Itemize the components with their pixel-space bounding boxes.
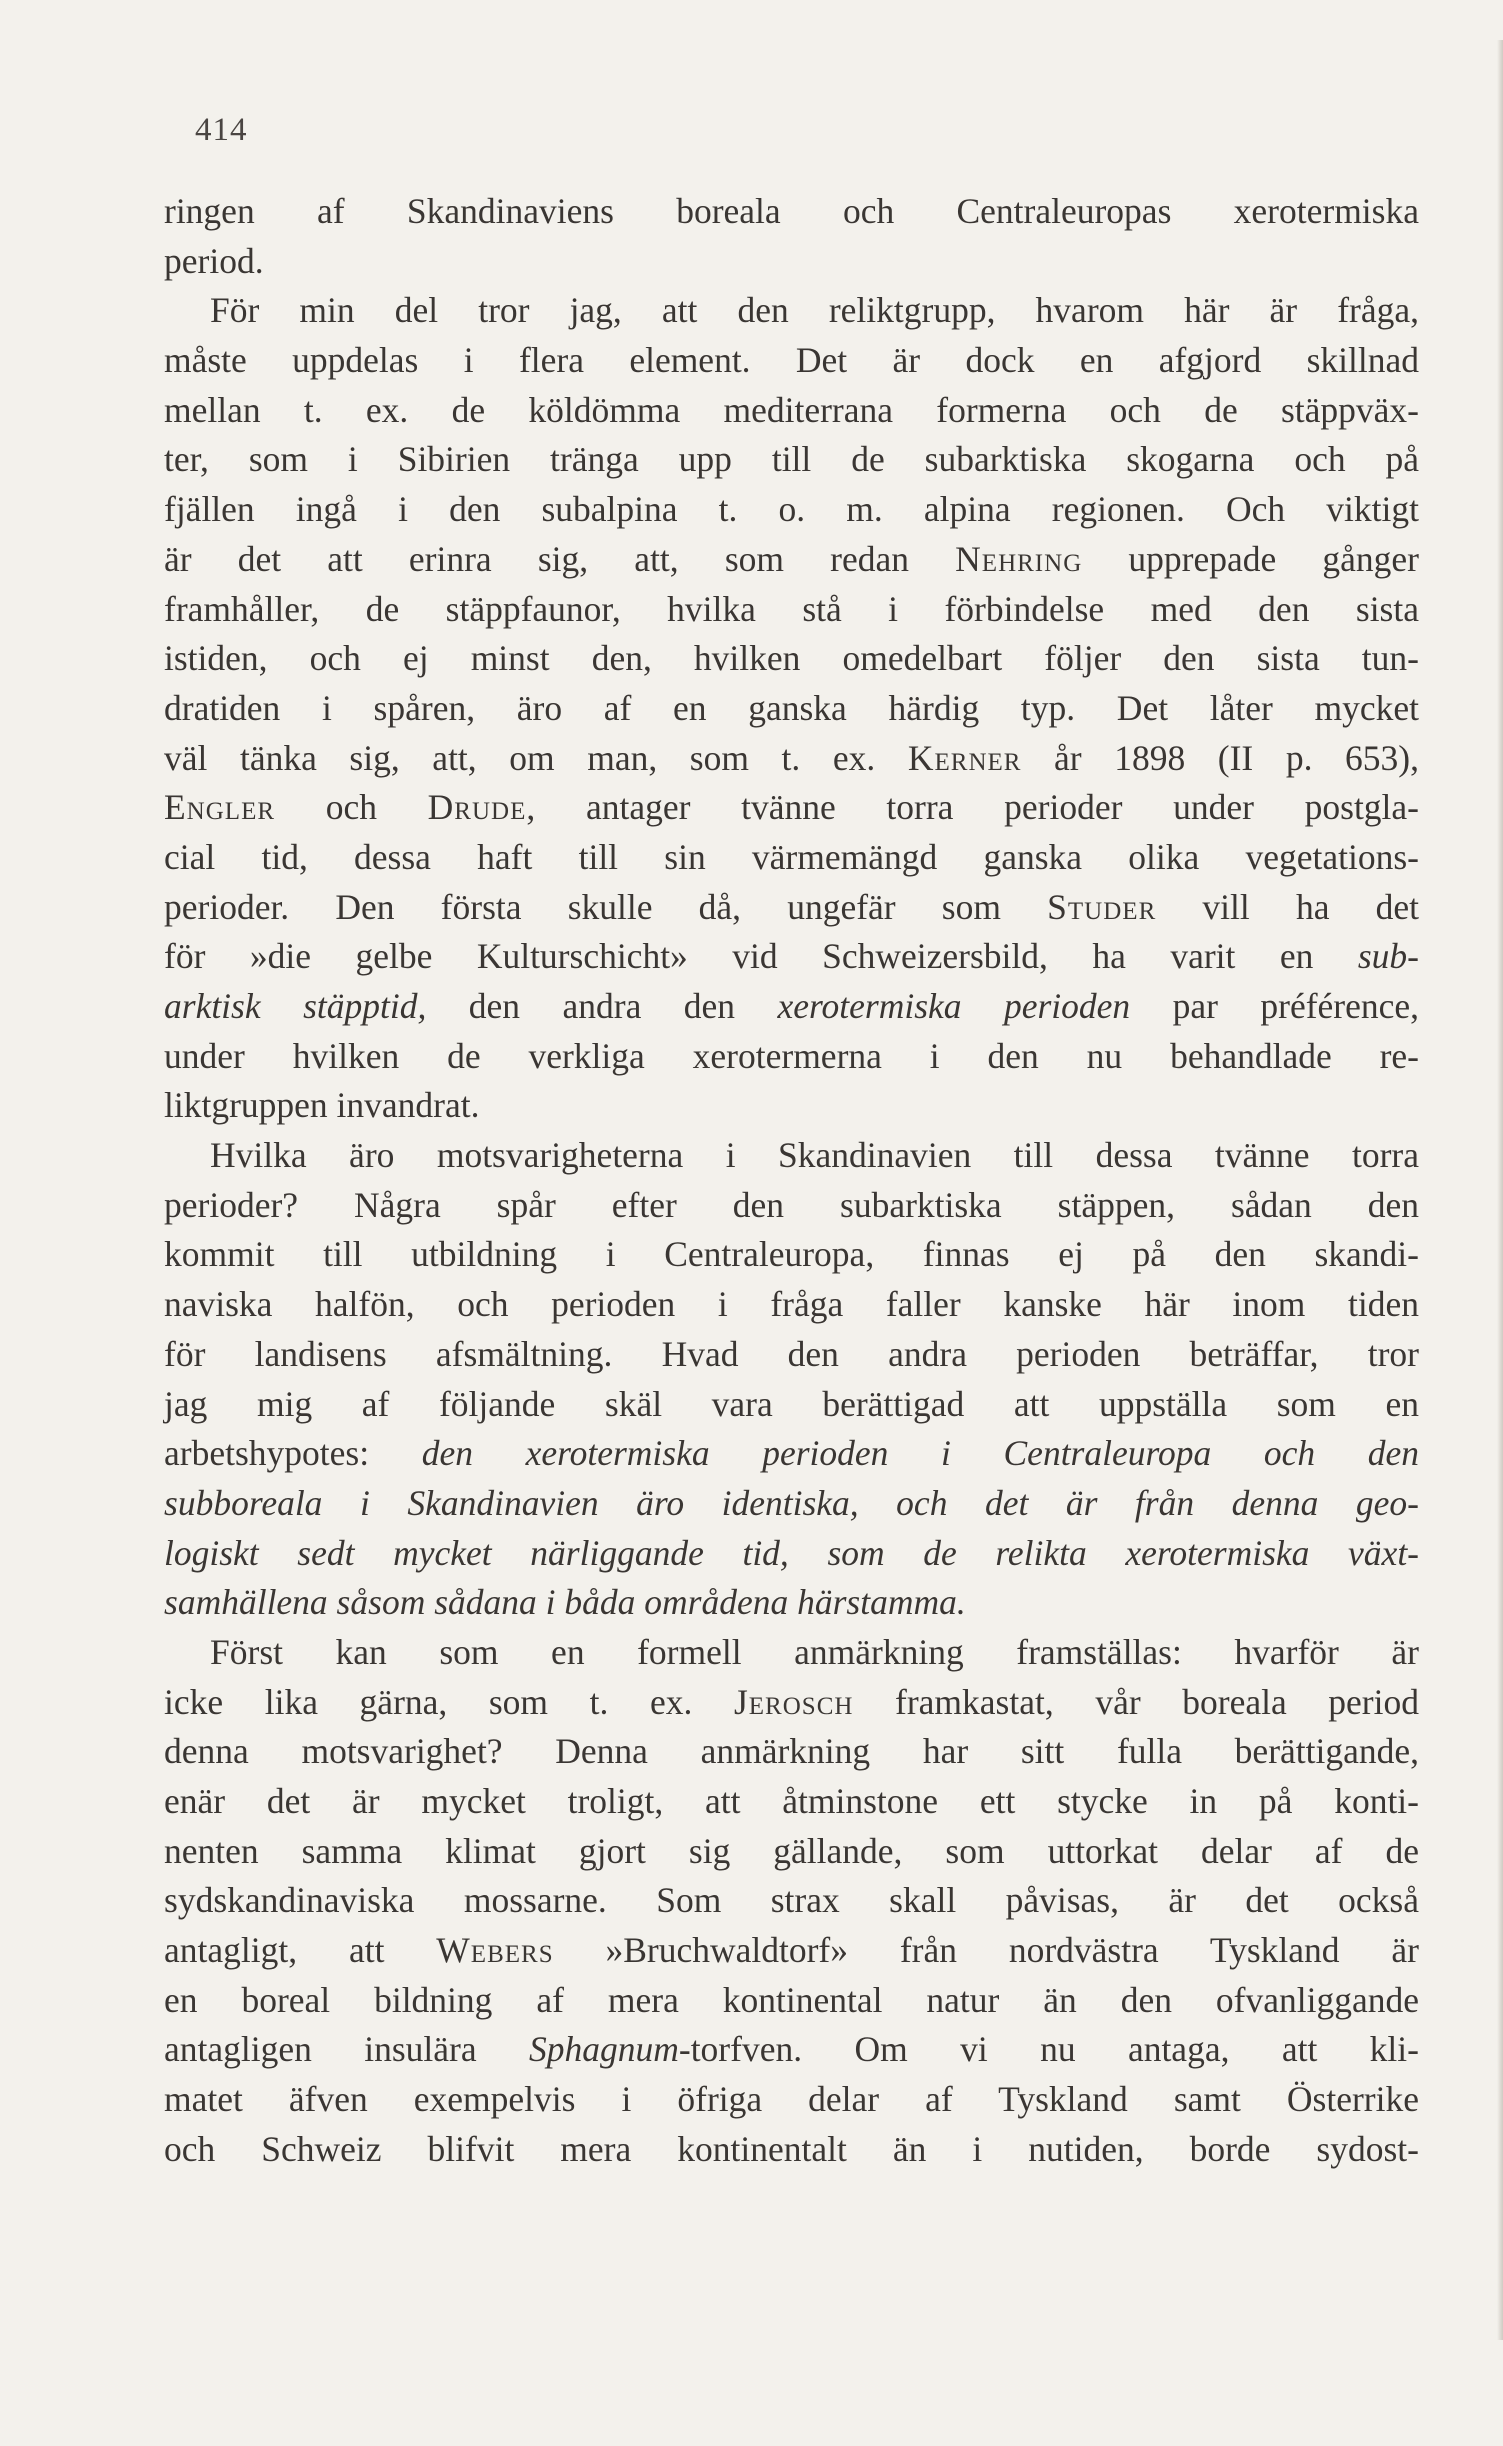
text-line xyxy=(164,187,1419,237)
text-run: en boreal bildning af mera kontinental natur än den ofvanliggande xyxy=(164,1979,1419,2020)
text-line xyxy=(164,932,1419,982)
text-run: ter, som i Sibirien tränga upp till de subarktiska skogarna och på xyxy=(164,439,1419,480)
text-line xyxy=(164,833,1419,883)
emphasis-text: sub- xyxy=(1357,936,1419,977)
text-line xyxy=(164,1181,1419,1231)
text-run: matet äfven exempelvis i öfriga delar af Tyskland samt Österrike xyxy=(164,2079,1419,2120)
text-line xyxy=(164,883,1419,933)
text-line xyxy=(164,1131,1419,1181)
text-line xyxy=(164,2125,1419,2175)
emphasis-text: Sphagnum xyxy=(528,2029,679,2070)
text-run: , antager tvänne torra perioder under postgla- xyxy=(526,787,1419,828)
text-line xyxy=(164,386,1419,436)
emphasis-text: arktisk stäpptid, xyxy=(164,986,427,1026)
text-line xyxy=(164,1976,1419,2026)
text-run: mellan t. ex. de köldömma mediterrana formerna och de stäppväx- xyxy=(164,389,1419,430)
text-run: nenten samma klimat gjort sig gällande, som uttorkat delar af de xyxy=(164,1830,1419,1871)
text-line xyxy=(164,734,1419,784)
text-line xyxy=(164,1578,1419,1628)
text-line xyxy=(164,1479,1419,1529)
text-run: den andra den xyxy=(426,986,778,1026)
author-name: Engler xyxy=(164,787,276,828)
text-run: vill ha det xyxy=(1156,886,1419,927)
text-run: för landisens afsmältning. Hvad den andra perioden beträffar, tror xyxy=(164,1333,1419,1374)
text-line xyxy=(164,783,1419,833)
text-run: icke lika gärna, som t. ex. xyxy=(164,1681,734,1722)
text-line xyxy=(164,1727,1419,1777)
text-line xyxy=(164,535,1419,585)
text-run: år 1898 (II p. 653), xyxy=(1021,737,1420,778)
text-line xyxy=(164,1380,1419,1430)
text-run: -torfven. Om vi nu antaga, att kli- xyxy=(678,2029,1419,2070)
text-line xyxy=(164,585,1419,635)
emphasis-text: den xerotermiska perioden i Centraleuropa och den xyxy=(421,1433,1419,1474)
emphasis-text: subboreala i Skandinavien äro identiska, och det är från denna geo- xyxy=(164,1482,1419,1523)
text-line xyxy=(164,2025,1419,2075)
text-run: perioder. Den första skulle då, ungefär som xyxy=(164,886,1048,927)
text-run: par préférence, xyxy=(1130,986,1419,1026)
text-run: istiden, och ej minst den, hvilken omedelbart följer den sista tun- xyxy=(164,638,1419,679)
text-line xyxy=(164,237,1419,287)
text-run: period. xyxy=(164,240,264,281)
text-line xyxy=(164,1230,1419,1280)
text-run: framhåller, de stäppfaunor, hvilka stå i förbindelse med den sista xyxy=(164,588,1419,629)
author-name: Studer xyxy=(1047,886,1157,927)
text-run: kommit till utbildning i Centraleuropa, finnas ej på den skandi- xyxy=(164,1234,1419,1275)
author-name: Webers xyxy=(436,1930,554,1971)
text-line xyxy=(164,1777,1419,1827)
text-run: Först kan som en formell anmärkning framställas: hvarför är xyxy=(210,1631,1419,1672)
text-line xyxy=(164,1330,1419,1380)
page-number: 414 xyxy=(195,112,248,148)
text-run: och xyxy=(275,787,428,828)
text-run: antagligt, att xyxy=(164,1930,437,1971)
emphasis-text: samhällena såsom sådana i båda områdena härstamma. xyxy=(164,1582,966,1623)
text-run: denna motsvarighet? Denna anmärkning har sitt fulla berättigande, xyxy=(164,1731,1419,1772)
text-run: framkastat, vår boreala period xyxy=(853,1681,1419,1722)
text-run: naviska halfön, och perioden i fråga faller kanske här inom tiden xyxy=(164,1284,1419,1325)
text-run: ringen af Skandinaviens boreala och Centraleuropas xerotermiska xyxy=(164,191,1419,231)
text-run: för »die gelbe Kulturschicht» vid Schweizersbild, ha varit en xyxy=(164,936,1358,977)
text-run: är det att erinra sig, att, som redan xyxy=(164,538,956,579)
text-line xyxy=(164,2075,1419,2125)
text-line xyxy=(164,1876,1419,1926)
text-run: dratiden i spåren, äro af en ganska härdig typ. Det låter mycket xyxy=(164,687,1419,728)
text-run: antagligen insulära xyxy=(164,2029,529,2070)
text-run: Hvilka äro motsvarigheterna i Skandinavien till dessa tvänne torra xyxy=(210,1135,1419,1176)
text-run: cial tid, dessa haft till sin värmemängd ganska olika vegetations- xyxy=(164,836,1419,877)
text-line xyxy=(164,982,1419,1032)
page-edge-shadow xyxy=(1497,40,1503,2340)
text-run: jag mig af följande skäl vara berättigad att uppställa som en xyxy=(164,1383,1419,1424)
author-name: Jerosch xyxy=(733,1681,854,1722)
text-run: »Bruchwaldtorf» från nordvästra Tyskland är xyxy=(553,1930,1419,1971)
text-run: liktgruppen invandrat. xyxy=(164,1085,480,1126)
text-run: För min del tror jag, att den reliktgrupp, hvarom här är fråga, xyxy=(210,290,1419,331)
text-line xyxy=(164,1926,1419,1976)
text-run: under hvilken de verkliga xerotermerna i den nu behandlade re- xyxy=(164,1035,1419,1076)
text-line xyxy=(164,684,1419,734)
emphasis-text: logiskt sedt mycket närliggande tid, som de relikta xerotermiska växt- xyxy=(164,1532,1419,1573)
text-line xyxy=(164,1678,1419,1728)
text-line xyxy=(164,634,1419,684)
text-run: perioder? Några spår efter den subarktiska stäppen, sådan den xyxy=(164,1184,1419,1225)
author-name: Nehring xyxy=(955,538,1083,579)
text-run: väl tänka sig, att, om man, som t. ex. xyxy=(164,737,908,778)
text-run: måste uppdelas i flera element. Det är dock en afgjord skillnad xyxy=(164,340,1419,381)
text-line xyxy=(164,1081,1419,1131)
body-text xyxy=(164,187,1419,2175)
text-line xyxy=(164,1827,1419,1877)
text-line xyxy=(164,1429,1419,1479)
text-line xyxy=(164,1628,1419,1678)
text-line xyxy=(164,1032,1419,1082)
author-name: Drude xyxy=(427,787,527,828)
text-line xyxy=(164,435,1419,485)
text-run: fjällen ingå i den subalpina t. o. m. alpina regionen. Och viktigt xyxy=(164,489,1419,530)
text-line xyxy=(164,1529,1419,1579)
author-name: Kerner xyxy=(907,737,1022,778)
text-run: upprepade gånger xyxy=(1082,538,1419,579)
text-line xyxy=(164,336,1419,386)
text-line xyxy=(164,485,1419,535)
text-run: arbetshypotes: xyxy=(164,1433,422,1474)
text-run: sydskandinaviska mossarne. Som strax skall påvisas, är det också xyxy=(164,1880,1419,1921)
text-run: och Schweiz blifvit mera kontinentalt än i nutiden, borde sydost- xyxy=(164,2128,1419,2169)
text-line xyxy=(164,1280,1419,1330)
text-line xyxy=(164,286,1419,336)
emphasis-text: xerotermiska perioden xyxy=(777,986,1131,1026)
text-run: enär det är mycket troligt, att åtminstone ett stycke in på konti- xyxy=(164,1781,1419,1821)
